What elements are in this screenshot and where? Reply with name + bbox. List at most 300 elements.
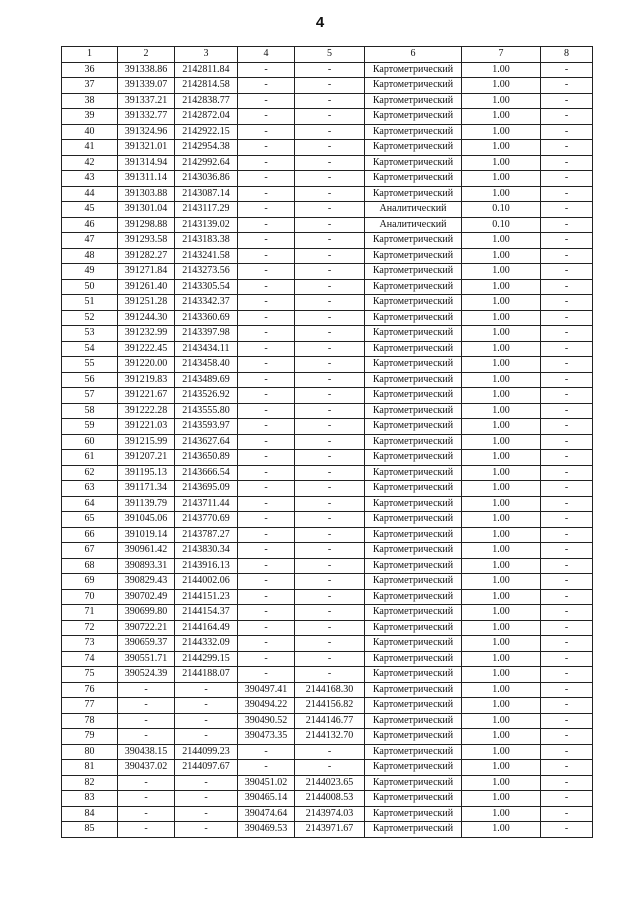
table-cell: 1.00 xyxy=(462,481,541,497)
table-cell: - xyxy=(238,465,295,481)
table-cell: - xyxy=(238,248,295,264)
table-cell: - xyxy=(238,605,295,621)
table-cell: - xyxy=(238,62,295,78)
table-cell: - xyxy=(238,109,295,125)
table-cell: - xyxy=(541,574,593,590)
table-cell: - xyxy=(541,93,593,109)
table-cell: 1.00 xyxy=(462,388,541,404)
table-row xyxy=(62,419,593,435)
table-row xyxy=(62,605,593,621)
table-cell: - xyxy=(295,512,365,528)
table-cell: Картометрический xyxy=(365,791,462,807)
table-cell: 1.00 xyxy=(462,605,541,621)
table-row xyxy=(62,620,593,636)
table-cell: - xyxy=(238,744,295,760)
table-cell: 2143458.40 xyxy=(175,357,238,373)
table-row xyxy=(62,109,593,125)
table-row xyxy=(62,822,593,838)
table-cell: Картометрический xyxy=(365,744,462,760)
table-cell: 2143526.92 xyxy=(175,388,238,404)
table-cell: 73 xyxy=(62,636,118,652)
table-cell: Картометрический xyxy=(365,713,462,729)
table-cell: 390490.52 xyxy=(238,713,295,729)
table-cell: 2143087.14 xyxy=(175,186,238,202)
table-cell: 1.00 xyxy=(462,496,541,512)
table-cell: - xyxy=(541,202,593,218)
table-cell: 391221.03 xyxy=(118,419,175,435)
table-cell: Картометрический xyxy=(365,667,462,683)
table-cell: - xyxy=(175,682,238,698)
table-body xyxy=(62,62,593,837)
table-row xyxy=(62,791,593,807)
table-cell: - xyxy=(238,419,295,435)
table-cell: - xyxy=(118,682,175,698)
table-cell: 2144002.06 xyxy=(175,574,238,590)
table-row xyxy=(62,217,593,233)
table-cell: 390494.22 xyxy=(238,698,295,714)
table-cell: 391232.99 xyxy=(118,326,175,342)
table-cell: Аналитический xyxy=(365,202,462,218)
table-cell: 1.00 xyxy=(462,558,541,574)
table-cell: - xyxy=(238,589,295,605)
table-cell: 2143241.58 xyxy=(175,248,238,264)
table-cell: Картометрический xyxy=(365,729,462,745)
table-cell: 391207.21 xyxy=(118,450,175,466)
table-cell: - xyxy=(295,357,365,373)
table-cell: - xyxy=(541,171,593,187)
table-cell: 2143183.38 xyxy=(175,233,238,249)
table-cell: 48 xyxy=(62,248,118,264)
table-row xyxy=(62,558,593,574)
table-cell: Картометрический xyxy=(365,341,462,357)
table-row xyxy=(62,667,593,683)
table-cell: - xyxy=(295,248,365,264)
table-cell: 390702.49 xyxy=(118,589,175,605)
column-header: 7 xyxy=(462,47,541,63)
table-cell: - xyxy=(541,434,593,450)
table-cell: 43 xyxy=(62,171,118,187)
table-cell: Картометрический xyxy=(365,62,462,78)
table-cell: - xyxy=(118,729,175,745)
table-cell: - xyxy=(295,109,365,125)
table-cell: 50 xyxy=(62,279,118,295)
table-cell: 2143711.44 xyxy=(175,496,238,512)
table-cell: - xyxy=(295,636,365,652)
table-cell: - xyxy=(295,78,365,94)
table-cell: - xyxy=(175,822,238,838)
table-cell: 2143593.97 xyxy=(175,419,238,435)
table-cell: 390659.37 xyxy=(118,636,175,652)
table-cell: 1.00 xyxy=(462,310,541,326)
table-row xyxy=(62,744,593,760)
table-cell: - xyxy=(295,202,365,218)
table-cell: - xyxy=(238,202,295,218)
table-cell: 1.00 xyxy=(462,279,541,295)
table-cell: - xyxy=(541,140,593,156)
table-cell: Картометрический xyxy=(365,465,462,481)
table-cell: 47 xyxy=(62,233,118,249)
table-cell: 65 xyxy=(62,512,118,528)
table-cell: 53 xyxy=(62,326,118,342)
table-row xyxy=(62,450,593,466)
table-cell: 60 xyxy=(62,434,118,450)
table-cell: 2142838.77 xyxy=(175,93,238,109)
table-cell: 390893.31 xyxy=(118,558,175,574)
table-cell: - xyxy=(295,543,365,559)
table-cell: 1.00 xyxy=(462,62,541,78)
table-cell: - xyxy=(238,78,295,94)
table-cell: 49 xyxy=(62,264,118,280)
table-row xyxy=(62,186,593,202)
table-row xyxy=(62,713,593,729)
table-cell: 2144164.49 xyxy=(175,620,238,636)
table-row xyxy=(62,279,593,295)
table-cell: - xyxy=(541,667,593,683)
table-cell: - xyxy=(295,651,365,667)
table-cell: 391139.79 xyxy=(118,496,175,512)
table-cell: Картометрический xyxy=(365,496,462,512)
table-cell: - xyxy=(238,403,295,419)
table-cell: 391293.58 xyxy=(118,233,175,249)
table-cell: 2144008.53 xyxy=(295,791,365,807)
table-cell: Картометрический xyxy=(365,140,462,156)
table-cell: 1.00 xyxy=(462,264,541,280)
table-cell: Картометрический xyxy=(365,558,462,574)
table-row xyxy=(62,651,593,667)
table-cell: Картометрический xyxy=(365,651,462,667)
table-cell: 391219.83 xyxy=(118,372,175,388)
table-cell: 2143397.98 xyxy=(175,326,238,342)
table-cell: - xyxy=(541,620,593,636)
table-cell: 391303.88 xyxy=(118,186,175,202)
column-header: 6 xyxy=(365,47,462,63)
table-cell: - xyxy=(175,698,238,714)
table-cell: 2142872.04 xyxy=(175,109,238,125)
table-cell: - xyxy=(541,729,593,745)
table-cell: 1.00 xyxy=(462,589,541,605)
table-cell: 84 xyxy=(62,806,118,822)
table-cell: - xyxy=(238,310,295,326)
table-cell: 391339.07 xyxy=(118,78,175,94)
table-cell: - xyxy=(238,512,295,528)
table-cell: 390961.42 xyxy=(118,543,175,559)
table-cell: - xyxy=(295,140,365,156)
table-cell: 1.00 xyxy=(462,450,541,466)
table-cell: 82 xyxy=(62,775,118,791)
table-cell: 1.00 xyxy=(462,698,541,714)
table-cell: - xyxy=(238,450,295,466)
table-cell: 390497.41 xyxy=(238,682,295,698)
table-cell: - xyxy=(541,651,593,667)
table-cell: - xyxy=(295,233,365,249)
table-cell: - xyxy=(238,388,295,404)
table-cell: Картометрический xyxy=(365,419,462,435)
table-cell: 1.00 xyxy=(462,295,541,311)
table-cell: - xyxy=(175,713,238,729)
table-cell: Картометрический xyxy=(365,310,462,326)
table-cell: - xyxy=(295,558,365,574)
table-cell: - xyxy=(238,217,295,233)
table-cell: - xyxy=(541,465,593,481)
table-cell: - xyxy=(541,155,593,171)
table-row xyxy=(62,636,593,652)
table-cell: - xyxy=(118,698,175,714)
table-cell: - xyxy=(295,372,365,388)
table-row xyxy=(62,78,593,94)
table-cell: 1.00 xyxy=(462,326,541,342)
table-cell: 391337.21 xyxy=(118,93,175,109)
table-cell: 2144168.30 xyxy=(295,682,365,698)
table-cell: - xyxy=(238,558,295,574)
table-cell: 0.10 xyxy=(462,202,541,218)
table-cell: Картометрический xyxy=(365,806,462,822)
table-cell: 390451.02 xyxy=(238,775,295,791)
table-cell: - xyxy=(238,496,295,512)
table-cell: 2143787.27 xyxy=(175,527,238,543)
table-cell: Картометрический xyxy=(365,248,462,264)
table-cell: Картометрический xyxy=(365,620,462,636)
table-cell: 2144023.65 xyxy=(295,775,365,791)
table-cell: - xyxy=(541,543,593,559)
table-cell: 1.00 xyxy=(462,791,541,807)
table-cell: - xyxy=(238,326,295,342)
table-cell: 1.00 xyxy=(462,822,541,838)
table-row xyxy=(62,512,593,528)
table-cell: 391220.00 xyxy=(118,357,175,373)
table-cell: 2143627.64 xyxy=(175,434,238,450)
table-row xyxy=(62,62,593,78)
table-cell: 76 xyxy=(62,682,118,698)
table-cell: 78 xyxy=(62,713,118,729)
table-cell: 2144154.37 xyxy=(175,605,238,621)
table-row xyxy=(62,248,593,264)
table-cell: Картометрический xyxy=(365,543,462,559)
table-cell: 63 xyxy=(62,481,118,497)
table-cell: 36 xyxy=(62,62,118,78)
table-cell: - xyxy=(175,775,238,791)
table-cell: 1.00 xyxy=(462,512,541,528)
table-cell: 74 xyxy=(62,651,118,667)
table-cell: 390473.35 xyxy=(238,729,295,745)
table-cell: Картометрический xyxy=(365,822,462,838)
table-row xyxy=(62,233,593,249)
table-cell: - xyxy=(295,527,365,543)
table-cell: 391332.77 xyxy=(118,109,175,125)
table-row xyxy=(62,341,593,357)
table-cell: - xyxy=(541,806,593,822)
table-cell: Картометрический xyxy=(365,512,462,528)
table-cell: - xyxy=(541,326,593,342)
table-cell: 1.00 xyxy=(462,682,541,698)
table-cell: 1.00 xyxy=(462,341,541,357)
table-cell: - xyxy=(295,465,365,481)
table-cell: Картометрический xyxy=(365,775,462,791)
table-cell: 1.00 xyxy=(462,620,541,636)
table-cell: 391321.01 xyxy=(118,140,175,156)
table-cell: 55 xyxy=(62,357,118,373)
table-cell: 2142922.15 xyxy=(175,124,238,140)
table-cell: - xyxy=(541,419,593,435)
table-row xyxy=(62,93,593,109)
table-row xyxy=(62,760,593,776)
table-cell: 59 xyxy=(62,419,118,435)
table-cell: 56 xyxy=(62,372,118,388)
table-cell: Картометрический xyxy=(365,605,462,621)
table-cell: 391261.40 xyxy=(118,279,175,295)
table-cell: - xyxy=(541,682,593,698)
table-cell: Картометрический xyxy=(365,450,462,466)
table-row xyxy=(62,264,593,280)
table-cell: 1.00 xyxy=(462,109,541,125)
column-header: 8 xyxy=(541,47,593,63)
table-cell: - xyxy=(175,791,238,807)
table-row xyxy=(62,434,593,450)
table-cell: 2144097.67 xyxy=(175,760,238,776)
table-cell: 2144146.77 xyxy=(295,713,365,729)
table-cell: 52 xyxy=(62,310,118,326)
column-header: 5 xyxy=(295,47,365,63)
table-row xyxy=(62,155,593,171)
table-cell: Картометрический xyxy=(365,326,462,342)
table-cell: - xyxy=(238,481,295,497)
table-cell: 51 xyxy=(62,295,118,311)
column-header: 2 xyxy=(118,47,175,63)
table-cell: 1.00 xyxy=(462,744,541,760)
table-cell: - xyxy=(295,124,365,140)
table-cell: 58 xyxy=(62,403,118,419)
table-cell: - xyxy=(295,760,365,776)
table-cell: - xyxy=(238,527,295,543)
table-row xyxy=(62,326,593,342)
table-cell: - xyxy=(238,186,295,202)
table-row xyxy=(62,357,593,373)
table-cell: 72 xyxy=(62,620,118,636)
table-cell: Картометрический xyxy=(365,589,462,605)
table-cell: Картометрический xyxy=(365,481,462,497)
table-cell: 62 xyxy=(62,465,118,481)
table-cell: 391221.67 xyxy=(118,388,175,404)
table-cell: 391195.13 xyxy=(118,465,175,481)
table-cell: 2143342.37 xyxy=(175,295,238,311)
table-cell: 391338.86 xyxy=(118,62,175,78)
table-cell: Картометрический xyxy=(365,124,462,140)
table-cell: - xyxy=(295,310,365,326)
table-cell: 2144151.23 xyxy=(175,589,238,605)
table-cell: - xyxy=(295,295,365,311)
table-cell: - xyxy=(541,248,593,264)
table-cell: - xyxy=(295,481,365,497)
table-cell: 1.00 xyxy=(462,78,541,94)
table-cell: - xyxy=(238,93,295,109)
table-cell: 1.00 xyxy=(462,713,541,729)
table-cell: - xyxy=(238,233,295,249)
table-row xyxy=(62,775,593,791)
table-cell: Картометрический xyxy=(365,264,462,280)
table-cell: Картометрический xyxy=(365,93,462,109)
table-cell: Картометрический xyxy=(365,295,462,311)
table-cell: - xyxy=(295,155,365,171)
table-cell: 1.00 xyxy=(462,543,541,559)
table-cell: 390465.14 xyxy=(238,791,295,807)
table-cell: 391222.28 xyxy=(118,403,175,419)
table-cell: 391045.06 xyxy=(118,512,175,528)
table-cell: 391251.28 xyxy=(118,295,175,311)
table-cell: 77 xyxy=(62,698,118,714)
table-cell: - xyxy=(238,667,295,683)
table-cell: Картометрический xyxy=(365,186,462,202)
table-cell: 1.00 xyxy=(462,171,541,187)
table-cell: - xyxy=(541,341,593,357)
coordinates-table xyxy=(61,46,593,838)
table-cell: 1.00 xyxy=(462,636,541,652)
table-cell: - xyxy=(295,388,365,404)
table-cell: - xyxy=(541,775,593,791)
table-cell: - xyxy=(238,434,295,450)
table-cell: 2143036.86 xyxy=(175,171,238,187)
table-cell: Картометрический xyxy=(365,372,462,388)
table-cell: - xyxy=(541,279,593,295)
table-cell: - xyxy=(541,295,593,311)
table-cell: 2143555.80 xyxy=(175,403,238,419)
table-cell: - xyxy=(118,806,175,822)
table-cell: 391271.84 xyxy=(118,264,175,280)
table-cell: 46 xyxy=(62,217,118,233)
table-cell: 391311.14 xyxy=(118,171,175,187)
table-cell: 1.00 xyxy=(462,775,541,791)
table-cell: - xyxy=(238,543,295,559)
table-cell: 2143695.09 xyxy=(175,481,238,497)
table-cell: - xyxy=(238,155,295,171)
table-cell: - xyxy=(541,760,593,776)
table-cell: 390469.53 xyxy=(238,822,295,838)
table-cell: Картометрический xyxy=(365,171,462,187)
table-cell: - xyxy=(541,496,593,512)
table-cell: Картометрический xyxy=(365,760,462,776)
table-cell: 2143139.02 xyxy=(175,217,238,233)
table-row xyxy=(62,543,593,559)
table-cell: 1.00 xyxy=(462,403,541,419)
table-cell: - xyxy=(541,62,593,78)
table-cell: 390551.71 xyxy=(118,651,175,667)
table-cell: - xyxy=(295,419,365,435)
table-cell: - xyxy=(295,574,365,590)
table-cell: 2142814.58 xyxy=(175,78,238,94)
table-row xyxy=(62,372,593,388)
table-cell: 1.00 xyxy=(462,124,541,140)
table-cell: - xyxy=(541,713,593,729)
table-row xyxy=(62,295,593,311)
table-cell: - xyxy=(295,279,365,295)
table-cell: 391324.96 xyxy=(118,124,175,140)
table-cell: 71 xyxy=(62,605,118,621)
table-cell: 391298.88 xyxy=(118,217,175,233)
table-cell: 2142992.64 xyxy=(175,155,238,171)
table-cell: - xyxy=(541,264,593,280)
table-cell: 69 xyxy=(62,574,118,590)
table-cell: 40 xyxy=(62,124,118,140)
table-cell: 2143305.54 xyxy=(175,279,238,295)
table-cell: 1.00 xyxy=(462,155,541,171)
table-cell: - xyxy=(295,62,365,78)
table-row xyxy=(62,698,593,714)
table-row xyxy=(62,589,593,605)
table-cell: - xyxy=(238,574,295,590)
table-cell: 390474.64 xyxy=(238,806,295,822)
table-cell: - xyxy=(238,124,295,140)
table-cell: - xyxy=(238,357,295,373)
table-cell: 1.00 xyxy=(462,651,541,667)
table-cell: 1.00 xyxy=(462,729,541,745)
